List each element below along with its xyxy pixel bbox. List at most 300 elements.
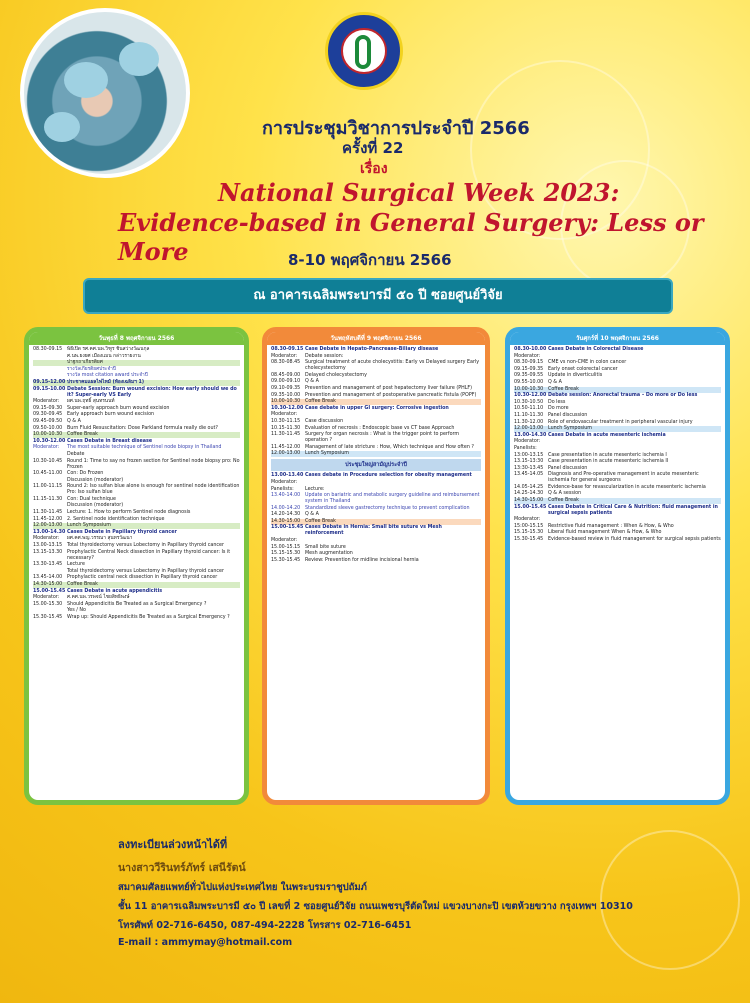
session-title: Total thyroidectomy versus Lobectomy in Papillary thyroid cancer <box>67 543 224 549</box>
schedule-row <box>271 473 481 479</box>
session-time: 15.00-15.30 <box>33 601 63 607</box>
session-time: Moderator: <box>514 517 541 523</box>
session-time: 11.30-11.45 <box>271 432 301 438</box>
schedule-row <box>33 543 240 549</box>
session-time: 11.30-12.00 <box>514 419 544 425</box>
contact-heading: ลงทะเบียนล่วงหน้าได้ที่ <box>118 838 228 851</box>
session-title: พิธีเปิด รศ.คศ.นพ.วิฑูร ชินสว่างวัฒนกุล <box>67 347 150 352</box>
theme-line-1: National Surgical Week 2023: <box>218 178 620 207</box>
schedule-row <box>33 399 240 405</box>
session-time: 11.00-11.15 <box>33 484 63 490</box>
schedule-row <box>514 439 721 445</box>
schedule-row <box>271 360 481 372</box>
schedule-row <box>33 497 240 503</box>
schedule-row <box>33 615 240 621</box>
session-time <box>33 608 67 614</box>
session-time: 15.30-15.45 <box>514 537 544 543</box>
schedule-row <box>514 400 721 406</box>
session-title: Evidence-based review in fluid management for surgical sepsis patients <box>548 537 721 543</box>
session-title: CME vs non-CME in colon cancer <box>548 360 627 366</box>
registration-contact <box>118 835 633 948</box>
schedule-row <box>271 525 481 537</box>
schedule-row <box>271 419 481 425</box>
session-title <box>305 538 481 544</box>
session-title: Round 2: Iso sulfan blue alone is enough for sentinel node identification Pro: Iso sulfan blue <box>67 484 240 496</box>
session-time: 11.30-11.45 <box>33 510 63 516</box>
theme-line-2: Evidence-based in General Surgery: Less or More <box>118 208 704 266</box>
schedule-row <box>271 399 481 405</box>
session-time <box>33 478 67 484</box>
schedule-row <box>514 446 721 452</box>
schedule-row <box>514 466 721 472</box>
schedule-row <box>514 406 721 412</box>
session-time: 09.30-09.45 <box>33 412 63 418</box>
schedule-row <box>514 420 721 426</box>
session-title: Panel discussion <box>548 412 588 418</box>
session-time: 14.25-14.30 <box>514 491 544 497</box>
schedule-row <box>33 503 240 509</box>
session-title: ปาฐกถาเกียรติยศ <box>67 360 103 366</box>
day2-heading: วันพฤหัสบดีที่ 9 พฤศจิกายน 2566 <box>267 332 485 345</box>
session-title: Update on bariatric and metabolic surgery guideline and reimbursement system in Thailand <box>305 493 480 505</box>
session-time: 10.30-11.15 <box>271 418 301 424</box>
session-title: Q & A session <box>548 491 582 497</box>
session-time: 11.45-12.00 <box>271 444 301 450</box>
session-title: Discussion (moderator) <box>67 503 124 509</box>
session-title: Cases Debate in Papillary thyroid cancer <box>67 529 177 535</box>
session-title: Lunch Symposium <box>67 523 111 529</box>
session-title: Do more <box>548 406 569 412</box>
session-title: Case presentation in acute mesenteric ischemia I <box>548 452 667 458</box>
session-title: Discussion (moderator) <box>67 477 124 483</box>
schedule-row <box>514 491 721 497</box>
session-time: Moderator: <box>33 536 60 542</box>
schedule-row <box>514 453 721 459</box>
schedule-row <box>33 471 240 477</box>
schedule-row <box>514 530 721 536</box>
schedule-row <box>514 498 721 504</box>
session-title <box>548 439 721 445</box>
session-title: Cases debate in Procedure selection for obesity management <box>305 473 472 479</box>
schedule-row <box>33 432 240 438</box>
schedule-row <box>33 517 240 523</box>
session-time: 11.45-12.00 <box>33 516 63 522</box>
session-title: Wrap up: Should Appendicitis Be Treated as a Surgical Emergency ? <box>67 614 230 620</box>
schedule-row <box>271 354 481 360</box>
session-time: 13.45-14.05 <box>514 472 544 478</box>
schedule-row <box>33 347 240 353</box>
session-title: ผศ.คศ.พญ.วรรณา สุนทรวัฒนา <box>67 536 133 542</box>
schedule-row <box>33 595 240 601</box>
session-title: Lecture: 1. How to perform Sentinel node diagnosis <box>67 510 191 516</box>
schedule-row <box>271 519 481 525</box>
session-title: Con: Dual technique <box>67 496 116 502</box>
event-dates: 8-10 พฤศจิกายน 2566 <box>288 251 452 269</box>
session-title: Debate <box>67 451 85 457</box>
schedule-row <box>514 485 721 491</box>
association-seal-logo <box>325 12 403 90</box>
session-title: Coffee Break <box>67 432 98 438</box>
session-time: 11.15-11.30 <box>33 496 63 502</box>
session-time: 10.00-10.30 <box>514 386 544 392</box>
schedule-row <box>514 426 721 432</box>
schedule-row <box>271 426 481 432</box>
session-time: Moderator: <box>271 353 298 359</box>
session-title: Standardized sleeve gastrectomy technique to prevent complication <box>305 505 470 511</box>
session-time: 08.30-09.15 <box>514 360 544 366</box>
session-time: 09.15-09.30 <box>33 405 63 411</box>
session-time: 14.20-14.30 <box>271 512 301 518</box>
session-title: Restrictive fluid management : When & How, & Who <box>548 523 674 529</box>
session-title: รางวัลเกียรติยศประจำปี <box>67 366 116 372</box>
session-time: 10.30-12.00 <box>514 393 547 399</box>
session-time: 12.00-13.00 <box>271 451 301 457</box>
session-time: 10.15-11.30 <box>271 425 301 431</box>
schedule-row <box>514 505 721 517</box>
session-time: 11.10-11.30 <box>514 412 544 418</box>
session-time: 15.00-15.15 <box>271 544 301 550</box>
conference-title: การประชุมวิชาการประจำปี 2566 <box>262 118 530 139</box>
session-time: 10.30-10.45 <box>33 458 63 464</box>
session-title: Management of late stricture : How, Which technique and How often ? <box>305 444 474 450</box>
schedule-row <box>514 354 721 360</box>
session-time: 13:00-13.15 <box>514 452 544 458</box>
schedule-row <box>33 589 240 595</box>
schedule-row <box>33 452 240 458</box>
session-title: Yes / No <box>67 608 86 614</box>
session-time: 08.30-09.15 <box>33 347 63 352</box>
session-title: Cases Debate in Colorectal Disease <box>548 347 644 352</box>
session-title: Early onset colorectal cancer <box>548 366 618 372</box>
session-time: 14.05-14.25 <box>514 484 544 490</box>
schedule-row <box>271 551 481 557</box>
session-time: 13.15-13.30 <box>33 549 63 555</box>
session-time: Panelists: <box>514 445 537 451</box>
session-title: Lecture: <box>305 486 325 492</box>
day1-rows <box>29 345 244 624</box>
session-title: Q & A <box>67 418 81 424</box>
schedule-row <box>33 510 240 516</box>
session-time: 13.15-13:30 <box>514 459 544 465</box>
venue-banner: ณ อาคารเฉลิมพระบารมี ๕๐ ปี ซอยศูนย์วิจัย <box>83 278 673 314</box>
schedule-row <box>514 459 721 465</box>
session-time: 15.00-15.45 <box>33 588 66 594</box>
session-title: Debate session: Anorectal trauma – Do more or Do less <box>548 393 698 399</box>
session-time <box>33 503 67 509</box>
schedule-row <box>271 386 481 392</box>
session-title: Case presentation in acute mesenteric ischemia II <box>548 459 669 465</box>
schedule-row <box>271 538 481 544</box>
day1-schedule <box>24 327 249 805</box>
session-title: Cases Debate in Critical Care & Nutrition: fluid management in surgical sepsis patients <box>548 504 718 516</box>
schedule-row <box>271 545 481 551</box>
subject-label: เรื่อง <box>360 161 388 177</box>
session-time: 10.30-12.00 <box>271 405 304 411</box>
session-time: Moderator: <box>33 595 60 601</box>
schedule-row <box>514 537 721 543</box>
schedule-row <box>514 380 721 386</box>
session-time <box>33 360 67 366</box>
session-title: Case Debate in Hepato-Pancrease-Biliary disease <box>305 347 439 352</box>
schedule-row <box>33 569 240 575</box>
schedule-row <box>271 432 481 444</box>
session-title: Role of endovascular treatment in peripheral vascular injury <box>548 419 693 425</box>
schedule-row <box>33 602 240 608</box>
session-title: Lunch Symposium <box>548 426 592 432</box>
schedule-row <box>514 393 721 399</box>
session-time: 09.45-09.50 <box>33 418 63 424</box>
session-time: 10.00-10.30 <box>33 432 63 438</box>
session-time: 10.00-10.30 <box>271 399 301 405</box>
session-time: Moderator: <box>514 439 541 445</box>
schedule-row <box>33 523 240 529</box>
session-time: 09.15-12.00 <box>33 379 66 385</box>
session-title: Should Appendicitis Be Treated as a Surgical Emergency ? <box>67 601 207 607</box>
session-time: 09.10-09.35 <box>271 385 301 391</box>
session-title: ผศ.นพ.ฤทธิ์ สุนทรนนท์ <box>67 399 115 405</box>
schedule-row <box>271 480 481 486</box>
schedule-row <box>271 506 481 512</box>
session-title: Super-early approach burn wound excision <box>67 405 170 411</box>
session-title: Case debate in upper GI surgery: Corrosive ingestion <box>305 405 449 411</box>
session-time: 08.30-08.45 <box>271 360 301 366</box>
session-time: 13.00-14.30 <box>33 529 66 535</box>
session-time: 08.45-09.00 <box>271 372 301 378</box>
session-title: Q & A <box>548 379 562 385</box>
session-title: Burn Fluid Resuscitation: Dose Parkland formula really die out? <box>67 425 218 431</box>
session-title: Update in diverticulitis <box>548 373 603 379</box>
schedule-row <box>33 387 240 399</box>
session-title: 2. Sentinel node identification technique <box>67 516 165 522</box>
schedule-row <box>514 367 721 373</box>
session-title: Con: Do Frozen <box>67 471 104 477</box>
session-time: 09.35-09.55 <box>514 373 544 379</box>
session-time: 13.00-14.30 <box>514 432 547 438</box>
session-time: 12.00-13.00 <box>33 523 63 529</box>
schedule-row <box>271 379 481 385</box>
session-title <box>305 412 481 418</box>
session-title: Review: Prevention for midline incisional hernia <box>305 557 419 563</box>
session-time: 14.30-15.00 <box>514 498 544 504</box>
annual-meeting-banner: ประชุมใหญ่สามัญประจำปี <box>271 459 481 471</box>
schedule-row <box>33 360 240 366</box>
session-time: 13.30-13.45 <box>33 562 63 568</box>
session-title: Liberal fluid management When & How, & Who <box>548 530 662 536</box>
contact-organization: สมาคมศัลยแพทย์ทั่วไปแห่งประเทศไทย ในพระบรมราชูปถัมภ์ <box>118 882 367 893</box>
session-title: Lunch Symposium <box>305 451 349 457</box>
session-title: Debate Session: Burn wound excision: How early should we do it? Super-early VS Early <box>67 386 237 398</box>
schedule-row <box>33 562 240 568</box>
session-time: 13.00-13.40 <box>271 473 304 479</box>
session-time: 09.50-10.00 <box>33 425 63 431</box>
schedule-row <box>271 558 481 564</box>
session-time: 10.30-12.00 <box>33 438 66 444</box>
schedule-row <box>271 487 481 493</box>
session-title: Prophylactic central neck dissection in Papillary thyroid cancer <box>67 575 218 581</box>
session-time: Moderator: <box>271 538 298 544</box>
contact-address: ชั้น 11 อาคารเฉลิมพระบารมี ๕๐ ปี เลขที่ 2 ซอยศูนย์วิจัย ถนนเพชรบุรีตัดใหม่ แขวงบางกะปิ เขตห้วยขวาง กรุงเทพฯ 10310 <box>118 901 633 912</box>
schedule-row <box>271 406 481 412</box>
session-title: Coffee Break <box>67 582 98 587</box>
day3-schedule <box>505 327 730 805</box>
session-time: 15:00-15.15 <box>514 523 544 529</box>
session-time: 14.00-14.20 <box>271 505 301 511</box>
session-title: Coffee Break <box>305 518 336 524</box>
schedule-row <box>271 445 481 451</box>
session-time <box>33 354 67 360</box>
day3-heading: วันศุกร์ที่ 10 พฤศจิกายน 2566 <box>510 332 725 345</box>
session-title: ศ.คศ.นพ.วรพจน์ ไชยสิทธิพงษ์ <box>67 595 130 601</box>
schedule-row <box>271 393 481 399</box>
schedule-row <box>33 426 240 432</box>
schedule-row <box>33 582 240 588</box>
session-title: Mesh augmentation <box>305 551 353 557</box>
day2-rows <box>267 345 485 566</box>
day1-heading: วันพุธที่ 8 พฤศจิกายน 2566 <box>29 332 244 345</box>
session-title: The most suitable technique of Sentinel node biopsy in Thailand <box>67 445 222 451</box>
session-time: 09.00-09.10 <box>271 379 301 385</box>
session-title: Prophylactic Central Neck dissection in Papillary thyroid cancer: Is it necessary? <box>67 549 231 561</box>
schedule-row <box>271 493 481 505</box>
day3-rows <box>510 345 725 546</box>
schedule-row <box>271 373 481 379</box>
schedule-row <box>514 517 721 523</box>
session-title: Do less <box>548 399 566 405</box>
surgery-photo <box>20 8 190 178</box>
session-time: 15.00-15.45 <box>514 504 547 510</box>
schedule-row <box>271 512 481 518</box>
session-title <box>548 517 721 523</box>
session-title: Case discussion <box>305 418 344 424</box>
contact-email[interactable]: E-mail : ammymay@hotmail.com <box>118 937 293 948</box>
session-title: Evaluation of necrosis : Endoscopic base vs CT base Approach <box>305 425 455 431</box>
schedule-row <box>514 433 721 439</box>
schedule-row <box>33 550 240 562</box>
schedule-row <box>33 530 240 536</box>
session-title: Delayed cholecystectomy <box>305 372 367 378</box>
edition-label: ครั้งที่ 22 <box>342 139 404 157</box>
session-title: Prevention and management of post hepatectomy liver failure (PHLF) <box>305 385 473 391</box>
session-time <box>33 373 67 379</box>
schedule-row <box>33 575 240 581</box>
schedule-row <box>514 347 721 353</box>
session-title: Cases Debate in Hernia: Small bite suture vs Mesh reinforcement <box>305 525 442 537</box>
session-time: 09.15-10.00 <box>33 386 66 392</box>
session-time: Moderator: <box>514 353 541 359</box>
session-time: 12.00-13.00 <box>514 426 544 432</box>
session-time: 13:30-13.45 <box>514 465 544 471</box>
session-title <box>548 354 721 360</box>
schedule-row <box>514 360 721 366</box>
session-title: Early approach burn wound excision <box>67 412 155 418</box>
session-time: 10.50-11.10 <box>514 406 544 412</box>
session-title: Debate session: <box>305 353 344 359</box>
session-title: ศ.นพ.ยงยศ เมืองแมน กล่าวรายงาน <box>67 353 141 359</box>
session-title: Surgical treatment of acute cholecystitis: Early vs Delayed surgery Early cholecystectomy <box>305 360 480 372</box>
schedule-row <box>514 387 721 393</box>
session-title: Q & A <box>305 379 319 385</box>
schedule-row <box>33 419 240 425</box>
session-time <box>33 569 67 575</box>
session-title: Coffee Break <box>305 399 336 405</box>
schedule-row <box>514 524 721 530</box>
schedule-row <box>33 406 240 412</box>
session-time: 14.30-15.00 <box>271 518 301 524</box>
session-title: Cases Debate in acute mesenteric ischemia <box>548 432 666 438</box>
session-time: 08.30-10.00 <box>514 347 547 352</box>
session-title <box>305 480 481 486</box>
schedule-row <box>33 478 240 484</box>
session-title <box>548 446 721 452</box>
session-time: 15.30-15.45 <box>33 614 63 620</box>
session-title: Q & A <box>305 512 319 518</box>
session-time: 13.00-13.15 <box>33 543 63 549</box>
session-title: Round 1: Time to say no frozen section for Sentinel node biopsy pro: No Frozen <box>67 458 240 470</box>
schedule-row <box>33 459 240 471</box>
day2-schedule <box>262 327 490 805</box>
contact-name: นางสาววีรินทร์ภัทร์ เสนีรัตน์ <box>118 862 246 874</box>
session-time: 15.15-15.30 <box>514 530 544 536</box>
schedule-row <box>33 445 240 451</box>
schedule-row <box>514 413 721 419</box>
session-time: 08.30-09.15 <box>271 347 304 352</box>
session-time: Moderator: <box>271 479 298 485</box>
session-title: Small bite suture <box>305 544 346 550</box>
session-title: Evidence-base for revascularization in acute mesenteric ischemia <box>548 484 706 490</box>
session-time: 09.15-09.35 <box>514 366 544 372</box>
session-time: 09.35-10.00 <box>271 392 301 398</box>
schedule-row <box>514 373 721 379</box>
session-time: 10.45-11.00 <box>33 471 63 477</box>
session-time <box>33 367 67 373</box>
session-time: 10.30-10.50 <box>514 399 544 405</box>
session-time: Moderator: <box>271 412 298 418</box>
session-title: รางวัล most citation award ประจำปี <box>67 373 148 379</box>
session-title: Cases Debate in Breast disease <box>67 438 153 444</box>
session-title: Panel discussion <box>548 465 588 471</box>
session-title: Surgery for organ necrosis : What is the trigger point to perform operation ? <box>305 432 460 444</box>
schedule-row <box>271 451 481 457</box>
session-time: Panelists: <box>271 486 294 492</box>
schedule-row <box>33 412 240 418</box>
session-time: 09.55-10.00 <box>514 379 544 385</box>
session-title: Coffee Break <box>548 386 579 392</box>
session-time: 15.30-15.45 <box>271 557 301 563</box>
schedule-row <box>33 608 240 614</box>
schedule-row <box>33 536 240 542</box>
session-title: ประชาคมแผลไฟไหม้ (ห้องเฉลิมฯ 1) <box>67 379 145 385</box>
session-time: 13.45-14.00 <box>33 575 63 581</box>
session-title: Total thyroidectomy versus Lobectomy in Papillary thyroid cancer <box>67 568 224 574</box>
session-time: Moderator: <box>33 445 60 451</box>
schedule-row <box>33 373 240 379</box>
contact-phone: โทรศัพท์ 02-716-6450, 087-494-2228 โทรสาร 02-716-6451 <box>118 920 412 931</box>
session-time: 15.15-15.30 <box>271 551 301 557</box>
session-title: Prevention and management of postoperative pancreatic fistula (POPF) <box>305 392 477 398</box>
schedule-row <box>33 380 240 386</box>
session-title: Diagnosis and Pre-operative management in acute mesenteric ischemia for general surgeons <box>548 472 699 484</box>
session-title: Lecture <box>67 562 85 568</box>
session-time: 15.00-15.45 <box>271 525 304 531</box>
schedule-row <box>271 412 481 418</box>
schedule-row <box>271 347 481 353</box>
session-time: 14.30-15.00 <box>33 582 63 587</box>
schedule-row <box>514 472 721 484</box>
session-title: Coffee Break <box>548 498 579 504</box>
session-time: Moderator: <box>33 399 60 405</box>
session-time: 13.40-14.00 <box>271 493 301 499</box>
schedule-row <box>33 354 240 360</box>
